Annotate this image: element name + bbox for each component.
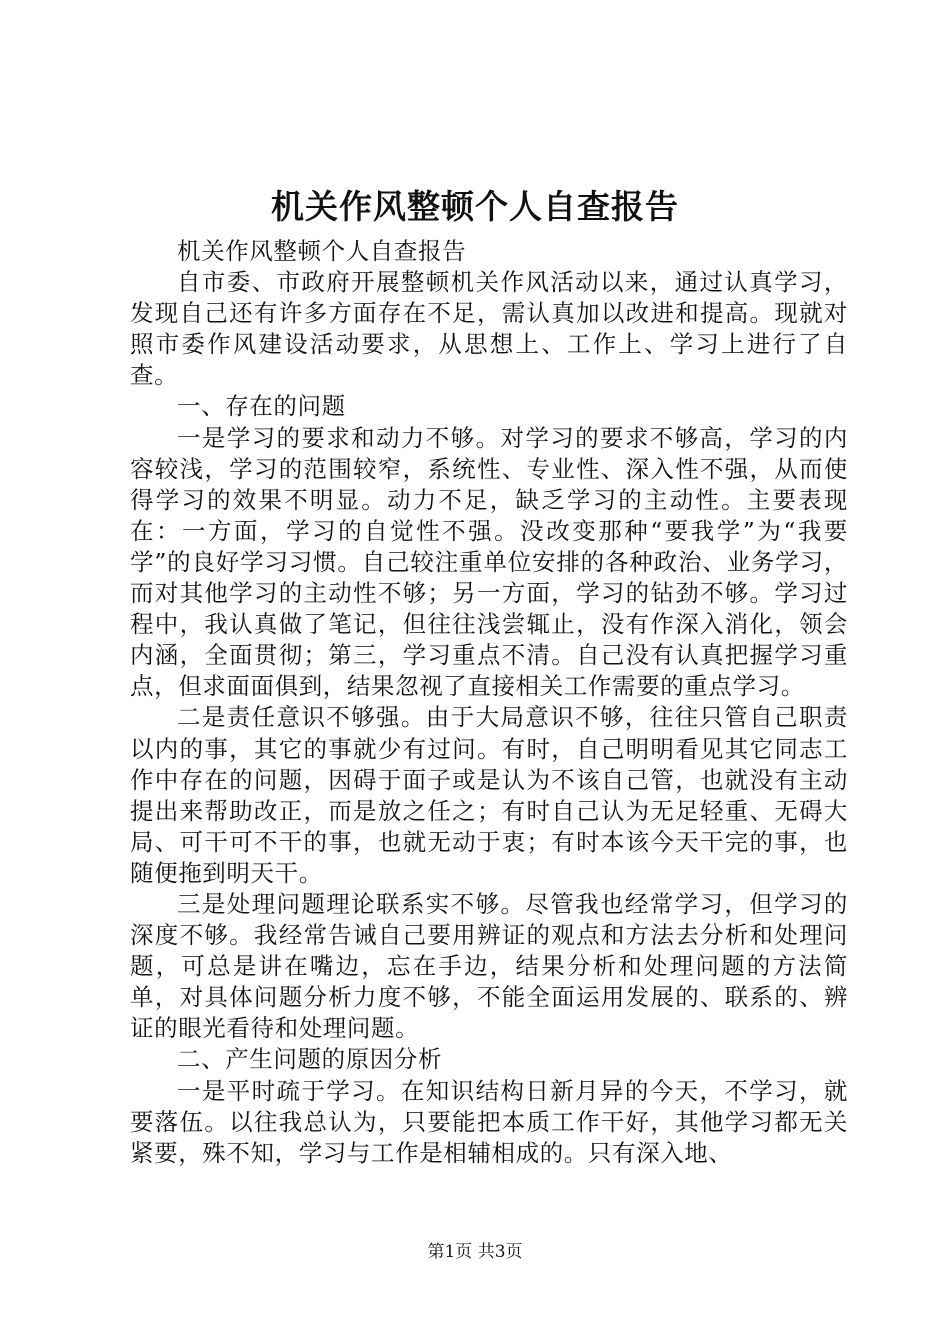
paragraph-problem-2: 二是责任意识不够强。由于大局意识不够，往往只管自己职责以内的事，其它的事就少有过问。有时，自己明明看见其它同志工作中存在的问题，因碍于面子或是认为不该自己管，也就没有主动提出来帮助改正，而是放之任之；有时自己认为无足轻重、无碍大局、可干可不干的事，也就无动于衷；有时本该今天干完的事，也随便拖到明天干。 — [130, 703, 848, 887]
paragraph-subtitle: 机关作风整顿个人自查报告 — [177, 237, 467, 265]
section-heading-causes: 二、产生问题的原因分析 — [177, 1045, 443, 1074]
page-number-footer: 第1页 共3页 — [427, 1242, 523, 1262]
document-body — [130, 236, 848, 1169]
paragraph-problem-3: 三是处理问题理论联系实不够。尽管我也经常学习，但学习的深度不够。我经常告诫自己要用辨证的观点和方法去分析和处理问题，可总是讲在嘴边，忘在手边，结果分析和处理问题的方法简单，对具体问题分析力度不够，不能全面运用发展的、联系的、辨证的眼光看待和处理问题。 — [130, 889, 848, 1043]
section-heading-problems: 一、存在的问题 — [177, 392, 346, 421]
document-title: 机关作风整顿个人自查报告 — [271, 187, 679, 226]
paragraph-problem-1: 一是学习的要求和动力不够。对学习的要求不够高，学习的内容较浅，学习的范围较窄，系统性、专业性、深入性不强，从而使得学习的效果不明显。动力不足，缺乏学习的主动性。主要表现在：一方面，学习的自觉性不强。没改变那种“要我学”为“我要学”的良好学习习惯。自己较注重单位安排的各种政治、业务学习，而对其他学习的主动性不够；另一方面，学习的钻劲不够。学习过程中，我认真做了笔记，但往往浅尝辄止，没有作深入消化，领会内涵，全面贯彻；第三，学习重点不清。自己没有认真把握学习重点，但求面面俱到，结果忽视了直接相关工作需要的重点学习。 — [130, 423, 848, 701]
paragraph-intro: 自市委、市政府开展整顿机关作风活动以来，通过认真学习，发现自己还有许多方面存在不足，需认真加以改进和提高。现就对照市委作风建设活动要求，从思想上、工作上、学习上进行了自查。 — [130, 268, 848, 390]
paragraph-cause-1: 一是平时疏于学习。在知识结构日新月异的今天，不学习，就要落伍。以往我总认为，只要能把本质工作干好，其他学习都无关紧要，殊不知，学习与工作是相辅相成的。只有深入地、 — [130, 1076, 848, 1167]
